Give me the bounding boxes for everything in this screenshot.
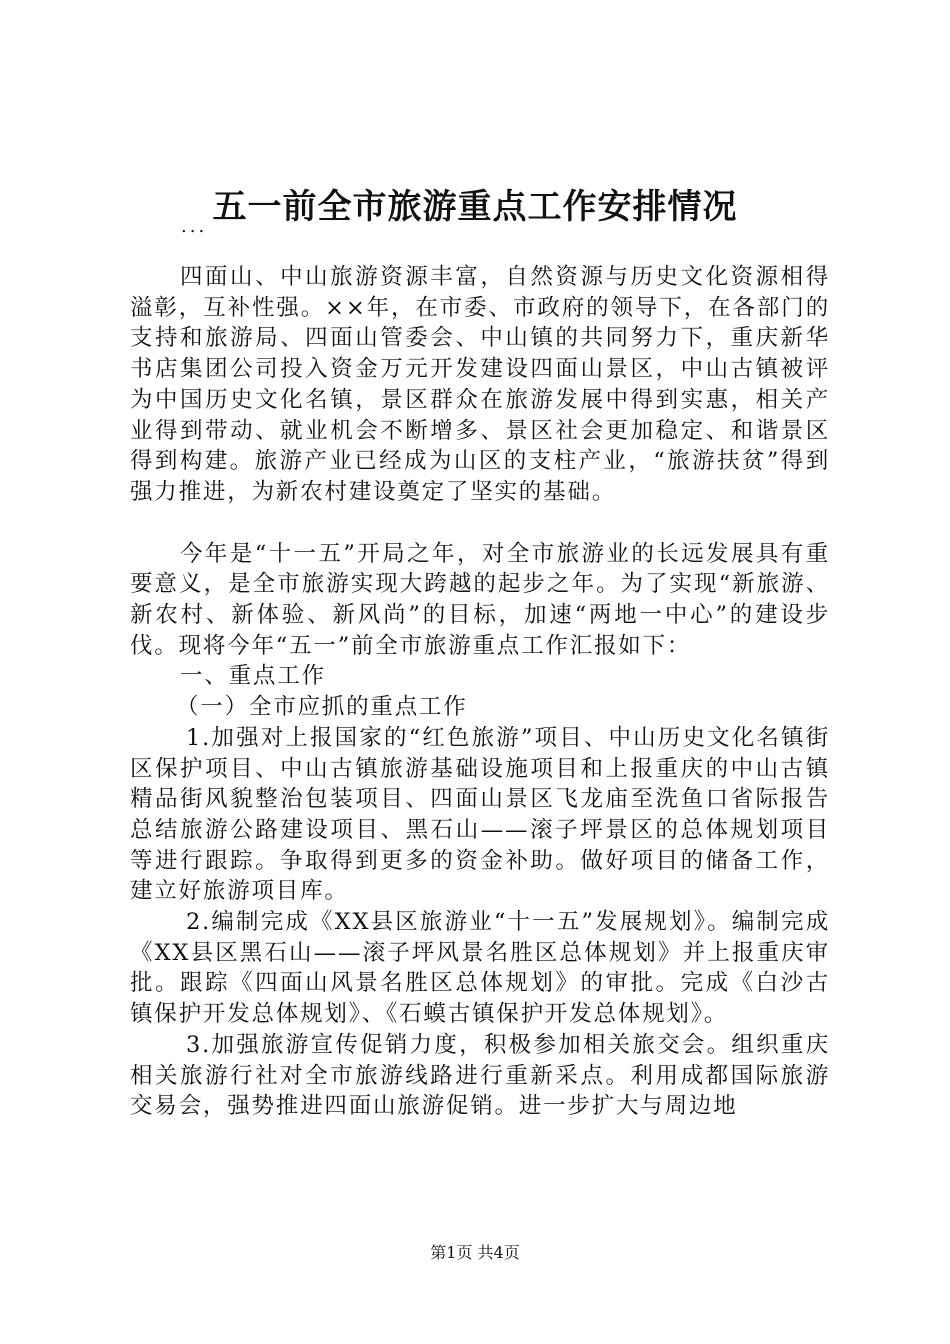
- paragraph-spacer: [130, 508, 830, 539]
- ellipsis-mark: ...: [181, 216, 208, 237]
- page-footer: 第1页 共4页: [430, 1243, 520, 1262]
- paragraph-overview: 今年是“十一五”开局之年，对全市旅游业的长远发展具有重要意义，是全市旅游实现大跨越的起步之年。为了实现“新旅游、新农村、新体验、新风尚”的目标，加速“两地一中心”的建设步伐。现将今年“五一”前全市旅游重点工作汇报如下：: [130, 540, 830, 659]
- subsection-heading: （一）全市应抓的重点工作: [176, 694, 468, 721]
- list-item-3: 3.加强旅游宣传促销力度，积极参加相关旅交会。组织重庆相关旅游行社对全市旅游线路进行重新采点。利用成都国际旅游交易会，强势推进四面山旅游促销。进一步扩大与周边地: [130, 1031, 830, 1120]
- document-title: 五一前全市旅游重点工作安排情况: [212, 187, 738, 227]
- section-heading: 一、重点工作: [180, 663, 326, 690]
- document-body: [130, 262, 830, 1122]
- list-item-2: 2.编制完成《XX县区旅游业“十一五”发展规划》。编制完成《XX县区黑石山——滚子坪风景名胜区总体规划》并上报重庆审批。跟踪《四面山风景名胜区总体规划》的审批。完成《白沙古镇保护开发总体规划》、《石蟆古镇保护开发总体规划》。: [130, 909, 830, 1028]
- paragraph-intro: 四面山、中山旅游资源丰富，自然资源与历史文化资源相得溢彰，互补性强。××年，在市委、市政府的领导下，在各部门的支持和旅游局、四面山管委会、中山镇的共同努力下，重庆新华书店集团公司投入资金万元开发建设四面山景区，中山古镇被评为中国历史文化名镇，景区群众在旅游发展中得到实惠，相关产业得到带动、就业机会不断增多、景区社会更加稳定、和谐景区得到构建。旅游产业已经成为山区的支柱产业，“旅游扶贫”得到强力推进，为新农村建设奠定了坚实的基础。: [130, 264, 830, 505]
- list-item-1: 1.加强对上报国家的“红色旅游”项目、中山历史文化名镇街区保护项目、中山古镇旅游基础设施项目和上报重庆的中山古镇精品街风貌整治包装项目、四面山景区飞龙庙至洗鱼口省际报告总结旅游公路建设项目、黑石山——滚子坪景区的总体规划项目等进行跟踪。争取得到更多的资金补助。做好项目的储备工作，建立好旅游项目库。: [130, 724, 830, 905]
